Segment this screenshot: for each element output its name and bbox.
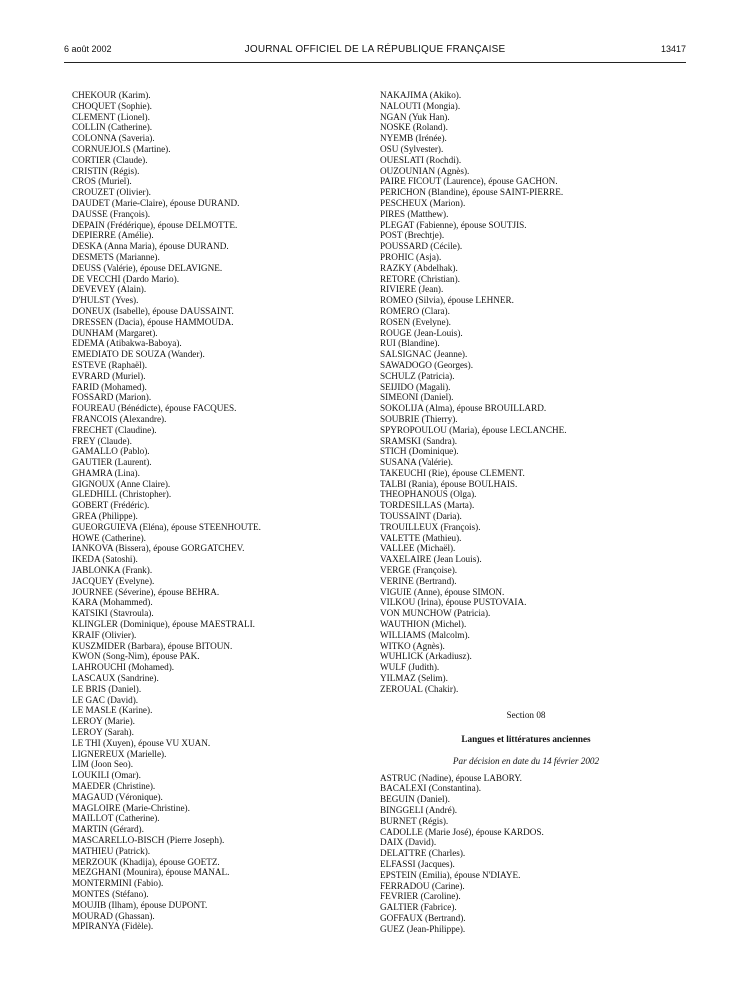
name-entry: GOBERT (Frédéric). [72, 500, 150, 511]
name-entry: MOUJIB (Ilham), épouse DUPONT. [72, 899, 208, 910]
name-entry: KARA (Mohammed). [72, 597, 153, 608]
name-entry: DELATTRE (Charles). [380, 848, 466, 859]
name-entry: RIVIERE (Jean). [380, 284, 444, 295]
name-entry: BEGUIN (Daniel). [380, 794, 450, 805]
name-entry: DEVEVEY (Alain). [72, 284, 147, 295]
name-entry: ROMEO (Silvia), épouse LEHNER. [380, 295, 514, 306]
name-entry: CROS (Muriel). [72, 176, 132, 187]
name-entry: KLINGLER (Dominique), épouse MAESTRALI. [72, 619, 255, 630]
name-entry: CROUZET (Olivier). [72, 187, 151, 198]
name-entry: GIGNOUX (Anne Claire). [72, 478, 171, 489]
name-entry: ZEROUAL (Chakir). [380, 683, 459, 694]
name-entry: LASCAUX (Sandrine). [72, 673, 159, 684]
name-entry: NGAN (Yuk Han). [380, 111, 450, 122]
name-entry: PERICHON (Blandine), épouse SAINT-PIERRE. [380, 187, 564, 198]
name-entry: EVRARD (Muriel). [72, 370, 146, 381]
name-entry: PROHIC (Asja). [380, 251, 442, 262]
name-entry: MERZOUK (Khadija), épouse GOETZ. [72, 856, 220, 867]
name-entry: JOURNEE (Séverine), épouse BEHRA. [72, 586, 220, 597]
name-entry: WULF (Judith). [380, 662, 440, 673]
name-entry: GUEORGUIEVA (Eléna), épouse STEENHOUTE. [72, 521, 261, 532]
name-entry: FRECHET (Claudine). [72, 424, 157, 435]
name-entry: RUI (Blandine). [380, 338, 440, 349]
name-entry: GHAMRA (Lina). [72, 467, 140, 478]
name-entry: IANKOVA (Bissera), épouse GORGATCHEV. [72, 543, 245, 554]
name-entry: DAIX (David). [380, 837, 437, 848]
name-entry: LE BRIS (Daniel). [72, 683, 142, 694]
name-entry: LEROY (Marie). [72, 716, 135, 727]
name-entry: DEUSS (Valérie), épouse DELAVIGNE. [72, 262, 223, 273]
name-entry: STICH (Dominique). [380, 446, 459, 457]
name-entry: FREY (Claude). [72, 435, 132, 446]
name-entry: COLONNA (Saveria). [72, 133, 155, 144]
name-entry: CHOQUET (Sophie). [72, 100, 152, 111]
name-entry: KUSZMIDER (Barbara), épouse BITOUN. [72, 640, 233, 651]
name-entry: LOUKILI (Omar). [72, 770, 141, 781]
name-entry: FARID (Mohamed). [72, 381, 147, 392]
left-column [72, 90, 352, 932]
name-entry: SEIJIDO (Magali). [380, 381, 451, 392]
name-entry: NAKAJIMA (Akiko). [380, 90, 462, 100]
name-entry: JABLONKA (Frank). [72, 565, 153, 576]
name-entry: DEPAIN (Frédérique), épouse DELMOTTE. [72, 219, 238, 230]
name-entry: SOUBRIE (Thierry). [380, 413, 458, 424]
name-entry: D'HULST (Yves). [72, 295, 139, 306]
name-entry: GAUTIER (Laurent). [72, 457, 152, 468]
name-entry: TAKEUCHI (Rie), épouse CLEMENT. [380, 467, 525, 478]
name-entry: DONEUX (Isabelle), épouse DAUSSAINT. [72, 305, 234, 316]
name-entry: MARTIN (Gérard). [72, 824, 144, 835]
name-entry: NOSKE (Roland). [380, 122, 448, 133]
name-entry: TORDESILLAS (Marta). [380, 500, 475, 511]
name-entry: SUSANA (Valérie). [380, 457, 453, 468]
name-entry: GUEZ (Jean-Philippe). [380, 923, 466, 934]
section-subtitle: Langues et littératures anciennes [461, 733, 591, 744]
name-entry: DUNHAM (Margaret). [72, 327, 158, 338]
name-entry: PAIRE FICOUT (Laurence), épouse GACHON. [380, 176, 558, 187]
name-entry: LIGNEREUX (Marielle). [72, 748, 167, 759]
name-entry: MATHIEU (Patrick). [72, 845, 151, 856]
name-entry: EPSTEIN (Emilia), épouse N'DIAYE. [380, 869, 521, 880]
name-entry: LE GAC (David). [72, 694, 139, 705]
name-list-right-top [380, 90, 680, 695]
name-entry: SALSIGNAC (Jeanne). [380, 349, 468, 360]
name-entry: GAMALLO (Pablo). [72, 446, 150, 457]
name-entry: TOUSSAINT (Daria). [380, 511, 462, 522]
name-entry: MONTERMINI (Fabio). [72, 878, 164, 889]
name-entry: FERRADOU (Carine). [380, 880, 465, 891]
name-entry: LAHROUCHI (Mohamed). [72, 662, 175, 673]
name-entry: KWON (Song-Nim), épouse PAK. [72, 651, 200, 662]
name-entry: CLEMENT (Lionel). [72, 111, 150, 122]
name-entry: CRISTIN (Régis). [72, 165, 140, 176]
name-entry: IKEDA (Satoshi). [72, 554, 138, 565]
name-entry: WILLIAMS (Malcolm). [380, 629, 470, 640]
name-entry: SPYROPOULOU (Maria), épouse LECLANCHE. [380, 424, 567, 435]
name-entry: OSU (Sylvester). [380, 143, 444, 154]
name-entry: FOUREAU (Bénédicte), épouse FACQUES. [72, 403, 237, 414]
name-entry: MPIRANYA (Fidèle). [72, 921, 154, 932]
name-entry: CORNUEJOLS (Martine). [72, 143, 171, 154]
name-entry: CORTIER (Claude). [72, 154, 148, 165]
name-list-right-bottom [380, 773, 680, 935]
section-heading [376, 710, 676, 767]
name-entry: VON MUNCHOW (Patricia). [380, 608, 491, 619]
name-entry: SAWADOGO (Georges). [380, 359, 473, 370]
name-entry: VILKOU (Irina), épouse PUSTOVAIA. [380, 597, 527, 608]
name-entry: HOWE (Catherine). [72, 532, 146, 543]
name-entry: VALLEE (Michaël). [380, 543, 456, 554]
name-entry: PESCHEUX (Marion). [380, 197, 466, 208]
name-entry: MEZGHANI (Mounira), épouse MANAL. [72, 867, 230, 878]
name-entry: VERGE (Françoise). [380, 565, 458, 576]
name-entry: MAILLOT (Catherine). [72, 813, 160, 824]
name-entry: ROUGE (Jean-Louis). [380, 327, 463, 338]
name-entry: CADOLLE (Marie José), épouse KARDOS. [380, 826, 544, 837]
name-entry: MAGLOIRE (Marie-Christine). [72, 802, 190, 813]
name-entry: BINGGELI (André). [380, 805, 458, 816]
name-entry: DAUSSE (François). [72, 208, 151, 219]
name-entry: PLEGAT (Fabienne), épouse SOUTJIS. [380, 219, 527, 230]
name-entry: GALTIER (Fabrice). [380, 902, 457, 913]
name-entry: LEROY (Sarah). [72, 727, 134, 738]
name-entry: ASTRUC (Nadine), épouse LABORY. [380, 772, 522, 783]
header-rule [64, 62, 686, 63]
name-entry: PIRES (Matthew). [380, 208, 449, 219]
decision-date: Par décision en date du 14 février 2002 [452, 755, 600, 766]
section-title: Section 08 [506, 709, 546, 720]
name-entry: DAUDET (Marie-Claire), épouse DURAND. [72, 197, 240, 208]
name-entry: EDEMA (Atibakwa-Baboya). [72, 338, 182, 349]
right-column [380, 90, 680, 935]
name-entry: MOURAD (Ghassan). [72, 910, 155, 921]
header-date: 6 août 2002 [64, 44, 112, 54]
name-entry: MAEDER (Christine). [72, 781, 156, 791]
name-entry: JACQUEY (Evelyne). [72, 575, 155, 586]
name-entry: RAZKY (Abdelhak). [380, 262, 458, 273]
name-entry: KRAIF (Olivier). [72, 629, 137, 640]
name-entry: KATSIKI (Stavroula). [72, 608, 154, 619]
journal-title: JOURNAL OFFICIEL DE LA RÉPUBLIQUE FRANÇAISE [244, 44, 506, 55]
name-entry: ESTEVE (Raphaël). [72, 359, 148, 370]
name-entry: BURNET (Régis). [380, 815, 449, 826]
name-entry: VALETTE (Mathieu). [380, 532, 462, 543]
name-entry: DESKA (Anna Maria), épouse DURAND. [72, 241, 229, 252]
name-entry: VAXELAIRE (Jean Louis). [380, 554, 482, 565]
name-entry: OUZOUNIAN (Agnès). [380, 165, 470, 176]
name-entry: MAGAUD (Véronique). [72, 791, 163, 802]
name-entry: DEPIERRE (Amélie). [72, 230, 154, 241]
page-header [64, 44, 686, 58]
name-entry: LIM (Joon Seo). [72, 759, 133, 770]
name-entry: GREA (Philippe). [72, 511, 138, 522]
name-entry: VIGUIE (Anne), épouse SIMON. [380, 586, 505, 597]
name-entry: YILMAZ (Selim). [380, 673, 448, 684]
name-entry: OUESLATI (Rochdi). [380, 154, 462, 165]
name-entry: WITKO (Agnès). [380, 640, 445, 651]
name-entry: WAUTHION (Michel). [380, 619, 467, 630]
name-entry: SRAMSKI (Sandra). [380, 435, 458, 446]
name-entry: MONTES (Stéfano). [72, 888, 149, 899]
name-entry: EMEDIATO DE SOUZA (Wander). [72, 349, 205, 360]
name-entry: SIMEONI (Daniel). [380, 392, 454, 403]
name-entry: VERINE (Bertrand). [380, 575, 457, 586]
name-entry: POST (Brechtje). [380, 230, 445, 241]
name-entry: RETORE (Christian). [380, 273, 460, 284]
name-entry: THEOPHANOUS (Olga). [380, 489, 477, 500]
name-entry: GLEDHILL (Christopher). [72, 489, 172, 500]
name-entry: FRANCOIS (Alexandre). [72, 413, 167, 424]
name-entry: POUSSARD (Cécile). [380, 241, 463, 252]
name-entry: BACALEXI (Constantina). [380, 783, 482, 794]
name-entry: DRESSEN (Dacia), épouse HAMMOUDA. [72, 316, 234, 327]
name-entry: DESMETS (Marianne). [72, 251, 160, 262]
name-entry: SOKOLIJA (Alma), épouse BROUILLARD. [380, 403, 547, 414]
name-entry: ROSEN (Evelyne). [380, 316, 451, 327]
name-entry: LE THI (Xuyen), épouse VU XUAN. [72, 737, 211, 748]
name-entry: WUHLICK (Arkadiusz). [380, 651, 472, 662]
name-entry: COLLIN (Catherine). [72, 122, 153, 133]
name-entry: TALBI (Rania), épouse BOULHAIS. [380, 478, 518, 489]
name-entry: LE MASLE (Karine). [72, 705, 153, 716]
name-entry: ROMERO (Clara). [380, 305, 450, 316]
name-entry: SCHULZ (Patricia). [380, 370, 455, 381]
name-entry: ELFASSI (Jacques). [380, 859, 455, 869]
name-entry: CHEKOUR (Karim). [72, 90, 151, 100]
name-entry: MASCARELLO-BISCH (Pierre Joseph). [72, 834, 225, 845]
name-entry: NALOUTI (Mongia). [380, 100, 461, 111]
page-number: 13417 [660, 44, 686, 54]
name-entry: DE VECCHI (Dardo Mario). [72, 273, 179, 284]
name-entry: NYEMB (Irénée). [380, 133, 447, 144]
name-entry: TROUILLEUX (François). [380, 521, 481, 532]
name-entry: FOSSARD (Marion). [72, 392, 152, 403]
name-entry: FEVRIER (Caroline). [380, 891, 461, 902]
name-entry: GOFFAUX (Bertrand). [380, 912, 466, 923]
